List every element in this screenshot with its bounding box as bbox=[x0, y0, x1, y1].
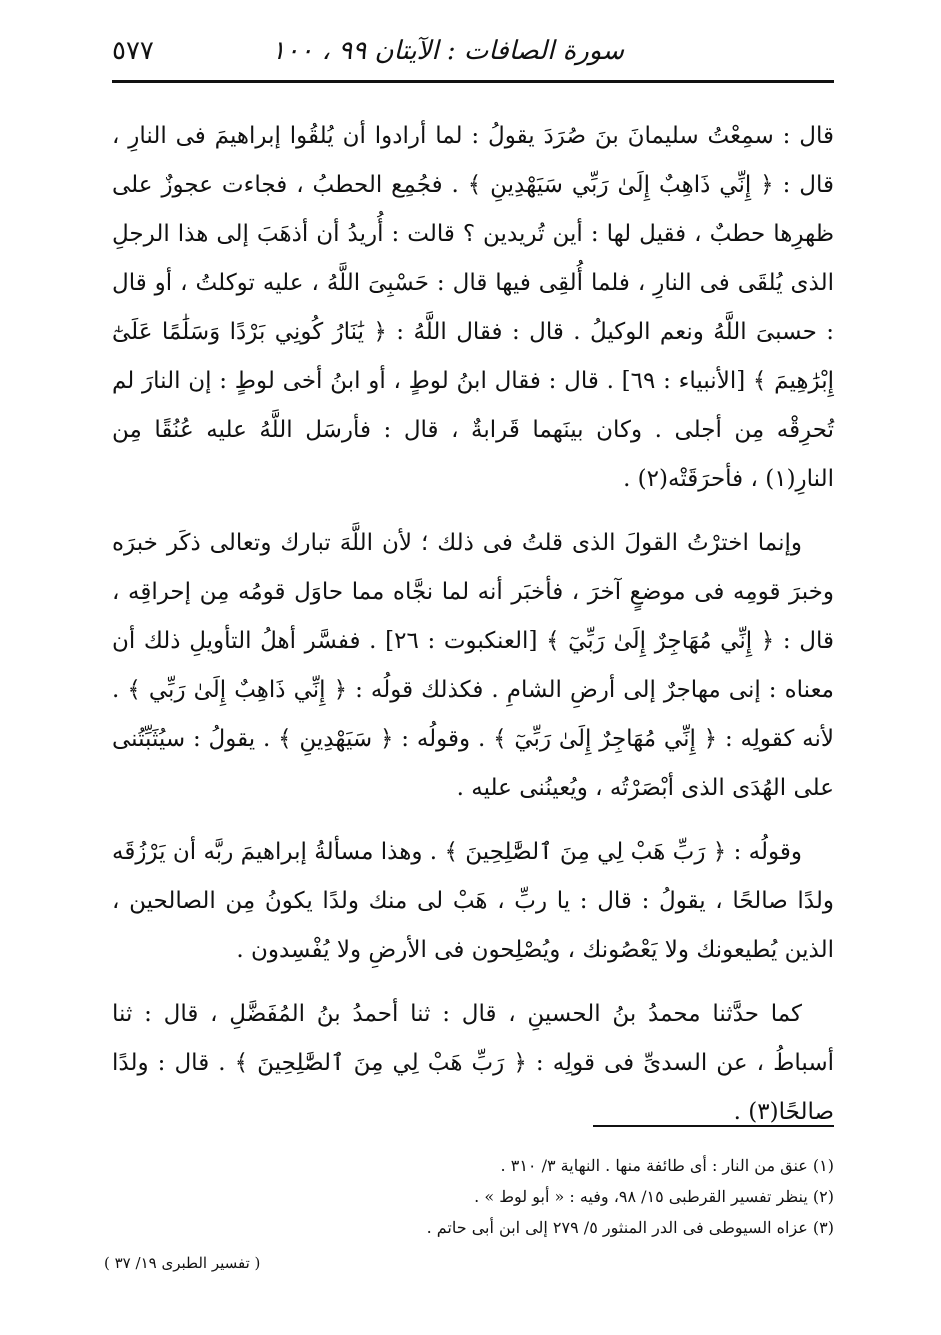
paragraph: كما حدَّثنا محمدُ بنُ الحسينِ ، قال : ثنا أحمدُ بنُ المُفَضَّلِ ، قال : ثنا أسباطُ ، عن السدىِّ فى قولِه : ﴿ رَبِّ هَبْ لِي مِنَ ٱلصَّٰلِحِينَ ﴾ . قال : ولدًا صالحًا(٣) . bbox=[112, 1001, 834, 1125]
paragraph: وقولُه : ﴿ رَبِّ هَبْ لِي مِنَ ٱلصَّٰلِحِينَ ﴾ . وهذا مسألةُ إبراهيمَ ربَّه أن يَرْزُقَه ولدًا صالحًا ، يقولُ : قال : يا ربِّ ، هَبْ لى منك ولدًا يكونُ مِن الصالحين ، الذين يُطيعونك ولا يَعْصُونك ، ويُصْلِحون فى الأرضِ ولا يُفْسِدون . bbox=[112, 839, 834, 963]
footnote: (١) عنق من النار : أى طائفة منها . النهاية ٣/ ٣١٠ . bbox=[500, 1156, 834, 1175]
main-text bbox=[112, 112, 834, 1137]
header-rule bbox=[112, 80, 834, 83]
footnote: (٣) عزاه السيوطى فى الدر المنثور ٥/ ٢٧٩ إلى ابن أبى حاتم . bbox=[426, 1218, 834, 1237]
footnote: (٢) ينظر تفسير القرطبى ١٥/ ٩٨، وفيه : « أبو لوط » . bbox=[474, 1187, 834, 1206]
signature-mark: ( تفسير الطبرى ١٩/ ٣٧ ) bbox=[104, 1254, 261, 1272]
paragraph: وإنما اخترْتُ القولَ الذى قلتُ فى ذلك ؛ لأن اللَّهَ تبارك وتعالى ذكَر خبرَه وخبرَ قومِه فى موضعٍ آخرَ ، فأخبَر أنه لما نجَّاه مما حاوَل قومُه مِن إحراقِه ، قال : ﴿ إِنِّي مُهَاجِرٌ إِلَىٰ رَبِّيٓ ﴾ [العنكبوت : ٢٦] . ففسَّر أهلُ التأويلِ ذلك أن معناه : إنى مهاجرٌ إلى أرضِ الشامِ . فكذلك قولُه : ﴿ إِنِّي ذَاهِبٌ إِلَىٰ رَبِّي ﴾ . لأنه كقولِه : ﴿ إِنِّي مُهَاجِرٌ إِلَىٰ رَبِّيٓ ﴾ . وقولُه : ﴿ سَيَهْدِينِ ﴾ . يقولُ : سيُثَبِّتُنى على الهُدَى الذى أبْصَرْتُه ، ويُعينُنى عليه . bbox=[112, 530, 834, 801]
running-title: سورة الصافات : الآيتان ٩٩ ، ١٠٠ bbox=[271, 36, 624, 66]
footnote-rule bbox=[593, 1125, 834, 1127]
footnotes bbox=[250, 1150, 834, 1243]
page-number: ٥٧٧ bbox=[112, 36, 154, 66]
page-header bbox=[112, 30, 834, 76]
paragraph: قال : سمِعْتُ سليمانَ بنَ صُرَدَ يقولُ : لما أرادوا أن يُلقُوا إبراهيمَ فى النارِ ، قال : ﴿ إِنِّي ذَاهِبٌ إِلَىٰ رَبِّي سَيَهْدِينِ ﴾ . فجُمِع الحطبُ ، فجاءت عجوزٌ على ظهرِها حطبٌ ، فقيل لها : أين تُريدين ؟ قالت : أُريدُ أن أذهَبَ إلى هذا الرجلِ الذى يُلقَى فى النارِ ، فلما أُلقِى فيها قال : حَسْبِىَ اللَّهُ ، عليه توكلتُ ، أو قال : حسبىَ اللَّهُ ونعم الوكيلُ . قال : فقال اللَّهُ : ﴿ يَٰنَارُ كُونِي بَرْدًا وَسَلَٰمًا عَلَىٰٓ إِبْرَٰهِيمَ ﴾ [الأنبياء : ٦٩] . قال : فقال ابنُ لوطٍ ، أو ابنُ أخى لوطٍ : إن النارَ لم تُحرِقْه مِن أجلى . وكان بينَهما قَرابةٌ ، قال : فأرسَل اللَّهُ عليه عُنُقًا مِن النارِ(١) ، فأحرَقَتْه(٢) . bbox=[112, 123, 834, 492]
